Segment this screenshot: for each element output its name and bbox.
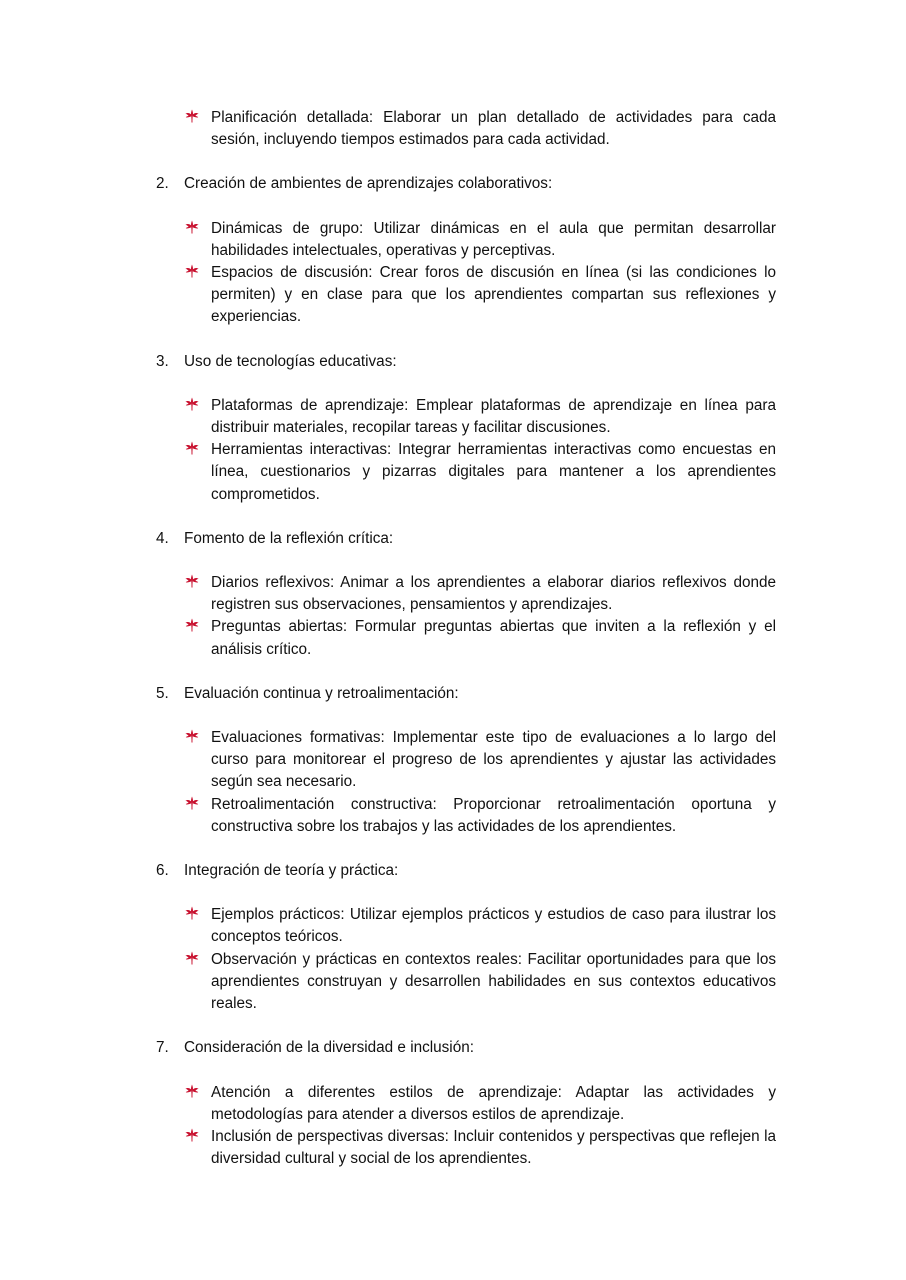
list-item [156,794,776,838]
list-item [156,949,776,1016]
red-leaf-icon [184,905,202,923]
list-item-text: Plataformas de aprendizaje: Emplear plataformas de aprendizaje en línea para distribuir materiales, recopilar tareas y facilitar discusiones. [211,396,776,437]
list-item-text: Preguntas abiertas: Formular preguntas abiertas que inviten a la reflexión y el análisis crítico. [211,618,776,658]
section-number: 2. [156,175,169,193]
red-leaf-icon [184,108,202,126]
list-item [156,904,776,948]
section-heading [156,683,776,705]
numbered-section-list [156,173,776,1170]
section-title: Evaluación continua y retroalimentación: [184,684,459,702]
bullet-list [156,395,776,506]
numbered-section [156,860,776,1015]
list-item-text: Atención a diferentes estilos de aprendizaje: Adaptar las actividades y metodologías para atender a diversos estilos de aprendizaje. [211,1083,776,1123]
numbered-section [156,351,776,506]
section-number: 5. [156,684,169,702]
bullet-list [156,1082,776,1171]
numbered-section [156,528,776,661]
section-number: 4. [156,529,169,547]
list-item-text: Diarios reflexivos: Animar a los aprendientes a elaborar diarios reflexivos donde registren sus observaciones, pensamientos y aprendizajes. [211,574,776,614]
list-item [156,107,776,151]
list-item [156,1082,776,1126]
bullet-list [156,218,776,329]
red-leaf-icon [184,950,202,968]
red-leaf-icon [184,440,202,458]
list-item-text: Retroalimentación constructiva: Proporcionar retroalimentación oportuna y constructiva sobre los trabajos y las actividades de los aprendientes. [211,795,776,835]
section-title: Uso de tecnologías educativas: [184,352,397,370]
document-content [156,107,776,1192]
list-item-text: Inclusión de perspectivas diversas: Incluir contenidos y perspectivas que reflejen la diversidad cultural y social de los aprendientes. [211,1127,776,1168]
red-leaf-icon [184,795,202,813]
intro-bullet-list [156,107,776,151]
list-item [156,218,776,262]
section-number: 7. [156,1039,169,1057]
red-leaf-icon [184,263,202,281]
section-title: Integración de teoría y práctica: [184,862,399,880]
red-leaf-icon [184,617,202,635]
numbered-section [156,1037,776,1170]
list-item [156,572,776,616]
list-item [156,727,776,794]
list-item-text: Ejemplos prácticos: Utilizar ejemplos prácticos y estudios de caso para ilustrar los conceptos teóricos. [211,906,776,946]
bullet-list [156,727,776,838]
section-number: 6. [156,862,169,880]
bullet-list [156,904,776,1015]
red-leaf-icon [184,219,202,237]
red-leaf-icon [184,573,202,591]
section-heading [156,860,776,882]
section-title: Creación de ambientes de aprendizajes colaborativos: [184,175,553,193]
section-heading [156,351,776,373]
bullet-list [156,572,776,661]
list-item-text: Observación y prácticas en contextos reales: Facilitar oportunidades para que los aprendientes construyan y desarrollen habilidades en sus contextos educativos reales. [211,950,776,1013]
section-heading [156,173,776,195]
list-item [156,262,776,329]
red-leaf-icon [184,1127,202,1145]
list-item [156,439,776,506]
list-item-text: Herramientas interactivas: Integrar herramientas interactivas como encuestas en línea, cuestionarios y pizarras digitales para mantener a los aprendientes comprometidos. [211,441,776,503]
list-item-text: Dinámicas de grupo: Utilizar dinámicas en el aula que permitan desarrollar habilidades intelectuales, operativas y perceptivas. [211,219,776,259]
section-title: Fomento de la reflexión crítica: [184,529,394,547]
list-item [156,1126,776,1170]
list-item-text: Planificación detallada: Elaborar un plan detallado de actividades para cada sesión, incluyendo tiempos estimados para cada actividad. [211,109,776,149]
section-heading [156,1037,776,1059]
list-item-text: Evaluaciones formativas: Implementar este tipo de evaluaciones a lo largo del curso para monitorear el progreso de los aprendientes y ajustar las actividades según sea necesario. [211,729,776,791]
numbered-section [156,683,776,838]
list-item-text: Espacios de discusión: Crear foros de discusión en línea (si las condiciones lo permiten) y en clase para que los aprendientes compartan sus reflexiones y experiencias. [211,264,776,326]
list-item [156,616,776,660]
numbered-section [156,173,776,328]
red-leaf-icon [184,728,202,746]
red-leaf-icon [184,396,202,414]
section-title: Consideración de la diversidad e inclusión: [184,1039,474,1057]
section-number: 3. [156,352,169,370]
section-heading [156,528,776,550]
list-item [156,395,776,439]
red-leaf-icon [184,1083,202,1101]
